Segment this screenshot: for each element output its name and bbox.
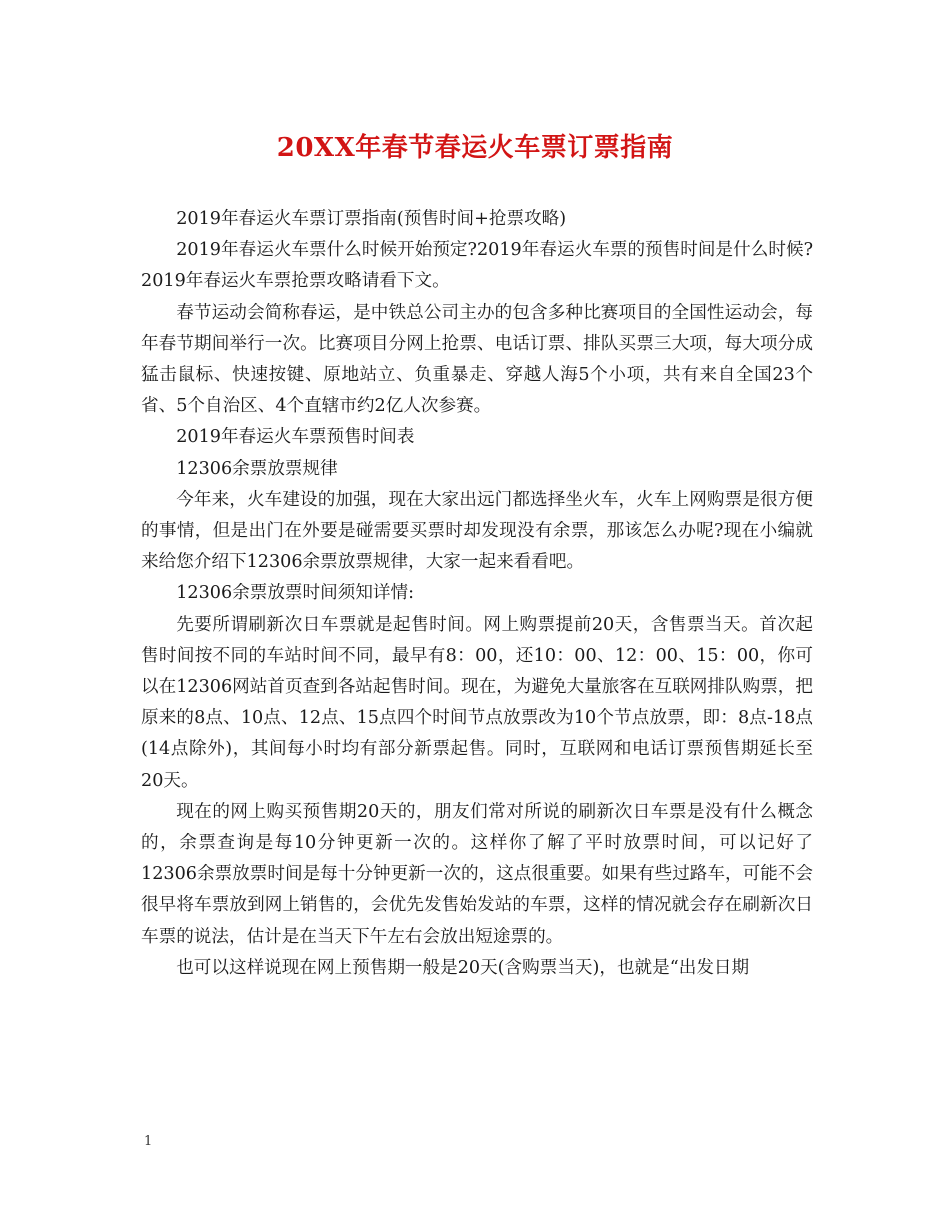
document-title: 20XX年春节春运火车票订票指南 bbox=[276, 133, 674, 163]
paragraph-presale-period: 也可以这样说现在网上预售期一般是20天(含购票当天)，也就是“出发日期 bbox=[176, 957, 750, 978]
paragraph-presale-schedule-heading: 2019年春运火车票预售时间表 bbox=[176, 427, 415, 448]
paragraph-release-time-heading: 12306余票放票时间须知详情: bbox=[176, 583, 415, 604]
document-body bbox=[141, 204, 813, 984]
paragraph-intro-question: 2019年春运火车票什么时候开始预定?2019年春运火车票的预售时间是什么时候?2019年春运火车票抢票攻略请看下文。 bbox=[141, 240, 813, 292]
paragraph-release-rules-intro: 今年来，火车建设的加强，现在大家出远门都选择坐火车，火车上网购票是很方便的事情，但是出门在外要是碰需要买票时却发现没有余票，那该怎么办呢?现在小编就来给您介绍下12306余票放票规律，大家一起来看看吧。 bbox=[141, 489, 813, 573]
paragraph-release-rules-heading: 12306余票放票规律 bbox=[176, 458, 338, 479]
paragraph-spring-festival-games: 春节运动会简称春运，是中铁总公司主办的包含多种比赛项目的全国性运动会，每年春节期间举行一次。比赛项目分网上抢票、电话订票、排队买票三大项，每大项分成猛击鼠标、快速按键、原地站立、负重暴走、穿越人海5个小项，共有来自全国23个省、5个自治区、4个直辖市约2亿人次参赛。 bbox=[141, 302, 813, 417]
paragraph-subtitle: 2019年春运火车票订票指南(预售时间+抢票攻略) bbox=[176, 209, 567, 229]
paragraph-release-time-details: 先要所谓刷新次日车票就是起售时间。网上购票提前20天，含售票当天。首次起售时间按不同的车站时间不同，最早有8：00，还10：00、12：00、15：00，你可以在12306网站首页查到各站起售时间。现在，为避免大量旅客在互联网排队购票，把原来的8点、10点、12点、15点四个时间节点放票改为10个节点放票，即：8点-18点(14点除外)，其间每小时均有部分新票起售。同时，互联网和电话订票预售期延长至20天。 bbox=[141, 614, 813, 791]
paragraph-refresh-explanation: 现在的网上购买预售期20天的，朋友们常对所说的刷新次日车票是没有什么概念的，余票查询是每10分钟更新一次的。这样你了解了平时放票时间，可以记好了12306余票放票时间是每十分钟更新一次的，这点很重要。如果有些过路车，可能不会很早将车票放到网上销售的，会优先发售始发站的车票，这样的情况就会存在刷新次日车票的说法，估计是在当天下午左右会放出短途票的。 bbox=[141, 801, 813, 947]
page-number: 1 bbox=[144, 1134, 153, 1149]
